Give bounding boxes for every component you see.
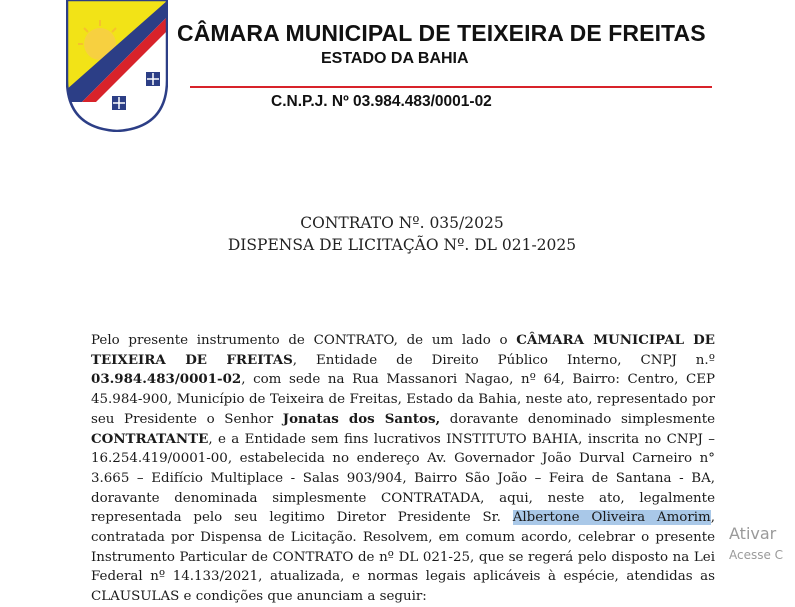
body-bold-segment: CONTRATANTE [91, 430, 209, 447]
institution-cnpj: C.N.P.J. Nº 03.984.483/0001-02 [271, 93, 492, 110]
body-text-segment: , e a Entidade sem fins lucrativos INSTITUTO BAHIA, inscrita no CNPJ – 16.254.419/0001-00, estabelecida no endereço Av. Governador João Durval Carneiro n° 3.665 – Edifício Multiplace - Salas 903/904, Bairro São João – Feira de Santana - BA, doravante denominada simplesmente CONTRATADA, aqui, neste ato, legalmente representada pelo seu legitimo Diretor Presidente Sr. [91, 431, 715, 526]
body-bold-segment: Jonatas dos Santos, [282, 410, 441, 427]
dispensa-number: DISPENSA DE LICITAÇÃO Nº. DL 021-2025 [227, 236, 577, 254]
body-text-segment: , Entidade de Direito Público Interno, CNPJ n.º [292, 352, 715, 368]
body-text-segment: , contratada por Dispensa de Licitação. Resolvem, em comum acordo, celebrar o presente Instrumento Particular de CONTRATO de nº DL 021-25, que se regerá pelo disposto na Lei Federal nº 14.133/2021, atualizada, e normas legais aplicáveis à espécie, atendidas as CLAUSULAS e condições que anunciam a seguir: [91, 510, 715, 605]
windows-activation-watermark-subtitle: Acesse C [729, 548, 784, 562]
body-text-segment: Pelo presente instrumento de CONTRATO, de um lado o [91, 333, 517, 348]
institution-title: CÂMARA MUNICIPAL DE TEIXEIRA DE FREITAS [177, 20, 706, 46]
body-text-segment: , com sede na Rua Massanori Nagao, nº 64, Bairro: Centro, CEP 45.984-900, Município de Teixeira de Freitas, Estado da Bahia, neste ato, representado por seu Presidente o Senhor [91, 372, 715, 427]
windows-activation-watermark-title: Ativar [729, 524, 777, 543]
body-bold-segment: CÂMARA MUNICIPAL DE TEIXEIRA DE FREITAS [91, 332, 715, 368]
contract-body-paragraph [91, 331, 715, 607]
body-text-segment: doravante denominado simplesmente [440, 411, 715, 427]
state-subtitle: ESTADO DA BAHIA [321, 50, 469, 67]
selected-text-highlight[interactable]: Albertone Oliveira Amorim [512, 510, 711, 526]
header-divider [190, 86, 712, 88]
body-bold-segment: 03.984.483/0001-02 [91, 371, 242, 388]
contract-number: CONTRATO Nº. 035/2025 [300, 214, 504, 232]
municipal-crest-icon [66, 0, 168, 132]
